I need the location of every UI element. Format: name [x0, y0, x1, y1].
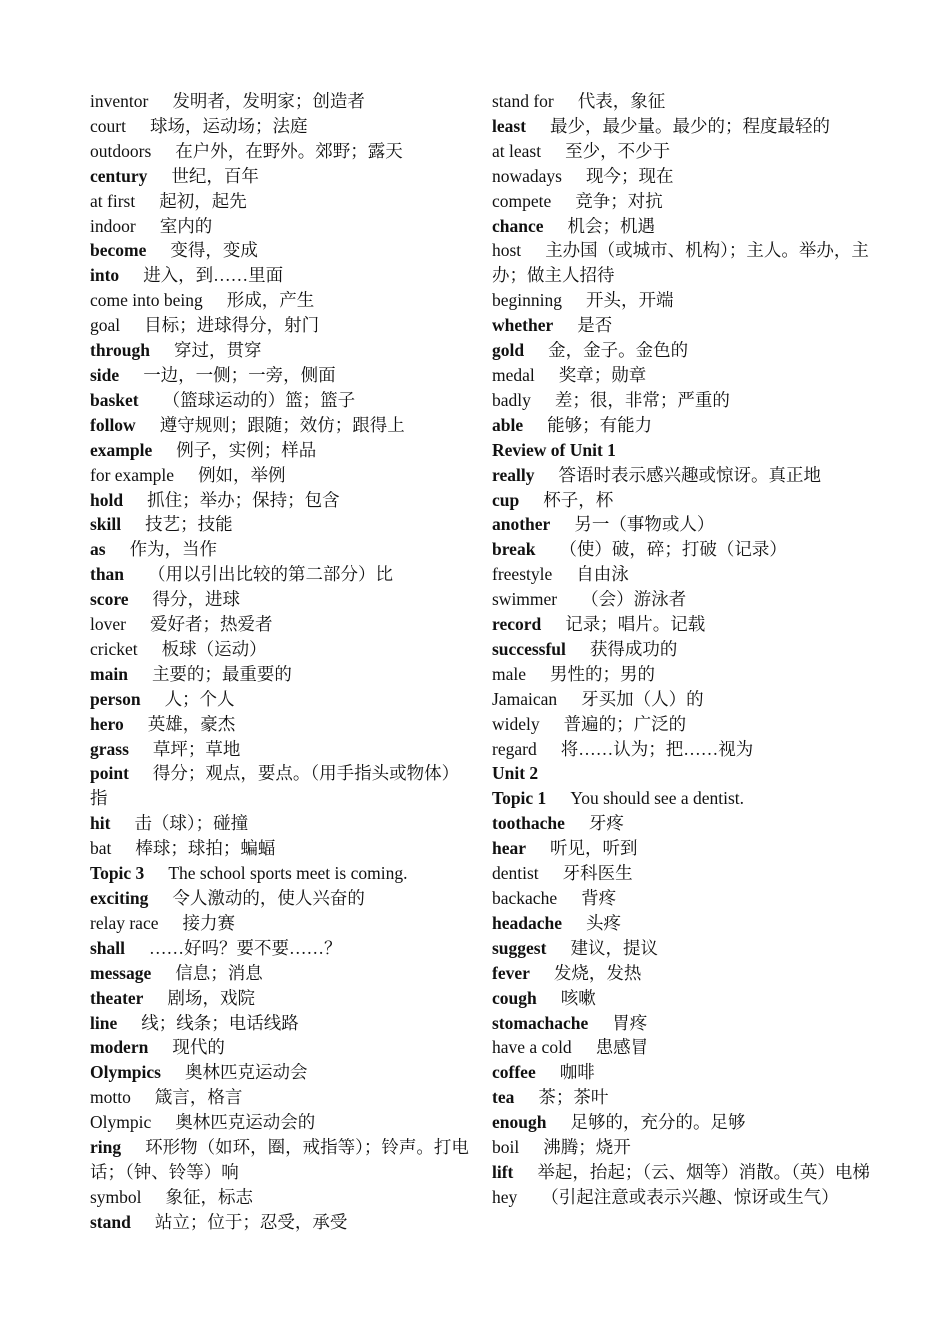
vocab-word: message: [90, 962, 152, 983]
vocab-entry: [90, 961, 470, 986]
vocab-entry: [492, 1085, 872, 1110]
vocab-entry: [90, 338, 470, 363]
vocab-word: ring: [90, 1137, 122, 1158]
vocab-word: through: [90, 340, 150, 361]
vocab-word: grass: [90, 738, 129, 759]
vocab-definition: 差；很，非常；严重的: [554, 389, 730, 410]
vocab-entry: [492, 413, 872, 438]
vocab-definition: 咖啡: [559, 1062, 595, 1083]
vocab-word: suggest: [492, 937, 547, 958]
vocab-definition: 线；线条；电话线路: [141, 1012, 299, 1033]
vocab-definition: （会）游泳者: [581, 589, 687, 610]
vocab-definition: 令人激动的，使人兴奋的: [172, 888, 365, 908]
vocab-entry: [492, 238, 872, 288]
vocab-word: into: [90, 265, 120, 286]
vocab-entry: [90, 712, 470, 737]
vocab-word: at least: [492, 140, 542, 161]
vocab-entry: [90, 637, 470, 662]
vocab-entry: [492, 288, 872, 313]
vocab-entry: [492, 537, 872, 562]
vocab-entry: [492, 388, 872, 413]
vocab-word: headache: [492, 912, 562, 933]
section-heading: [492, 761, 872, 786]
vocab-entry: [492, 936, 872, 961]
vocab-entry: [492, 986, 872, 1011]
vocab-definition: 站立；位于；忍受，承受: [154, 1211, 348, 1232]
vocab-word: as: [90, 539, 106, 560]
vocab-entry: [492, 861, 872, 886]
heading-title: The school sports meet is coming.: [168, 863, 408, 884]
vocab-definition: 记录；唱片。记载: [565, 614, 706, 635]
vocab-word: Olympic: [90, 1112, 152, 1133]
heading-title: You should see a dentist.: [570, 788, 745, 809]
vocab-entry: [492, 1185, 872, 1210]
vocab-word: hey: [492, 1186, 518, 1207]
vocab-definition: 室内的: [159, 215, 213, 236]
vocab-definition: 答语时表示感兴趣或惊讶。真正地: [558, 464, 821, 485]
vocab-definition: 棒球；球拍；蝙蝠: [135, 838, 276, 859]
vocab-definition: 至少，不少于: [565, 140, 671, 161]
vocab-word: stomachache: [492, 1012, 589, 1033]
vocab-definition: 牙买加（人）的: [581, 688, 704, 709]
vocab-word: side: [90, 364, 120, 385]
vocab-definition: 茶；茶叶: [538, 1087, 609, 1108]
vocab-word: stand: [90, 1211, 131, 1232]
vocab-word: Jamaican: [492, 688, 558, 709]
vocab-word: medal: [492, 364, 535, 385]
vocab-entry: [90, 737, 470, 762]
vocab-definition: 杯子，杯: [543, 489, 614, 510]
vocab-word: widely: [492, 713, 540, 734]
right-vocabulary-column: [492, 89, 872, 1210]
vocab-definition: 另一（事物或人）: [574, 514, 715, 535]
vocab-entry: [90, 986, 470, 1011]
vocab-word: cricket: [90, 638, 138, 659]
vocab-definition: 爱好者；热爱者: [149, 614, 273, 635]
vocab-word: nowadays: [492, 165, 562, 186]
vocab-definition: 信息；消息: [175, 962, 263, 983]
section-heading: [492, 786, 872, 811]
vocab-word: inventor: [90, 91, 149, 111]
vocab-word: coffee: [492, 1062, 536, 1083]
vocab-word: host: [492, 240, 522, 261]
vocab-word: hold: [90, 489, 124, 510]
vocab-word: toothache: [492, 813, 565, 834]
vocab-entry: [90, 139, 470, 164]
vocab-word: score: [90, 589, 129, 610]
vocab-word: really: [492, 464, 535, 485]
vocab-entry: [90, 363, 470, 388]
vocab-definition: 背疼: [581, 888, 617, 908]
vocab-word: enough: [492, 1112, 547, 1133]
vocab-word: badly: [492, 389, 531, 410]
vocab-word: hear: [492, 838, 527, 859]
vocab-entry: [492, 463, 872, 488]
vocab-word: cup: [492, 489, 520, 510]
vocab-word: exciting: [90, 888, 149, 908]
vocab-definition: 机会；机遇: [567, 215, 656, 236]
vocab-entry: [90, 1060, 470, 1085]
vocab-definition: 得分；观点，要点。（用手指头或物体）指: [90, 763, 460, 809]
vocab-entry: [90, 189, 470, 214]
vocab-definition: 竞争；对抗: [575, 190, 663, 211]
vocab-definition: 开头，开端: [586, 290, 674, 311]
vocab-definition: 一边，一侧；一旁，侧面: [143, 364, 336, 385]
vocab-entry: [492, 313, 872, 338]
vocab-entry: [492, 1160, 872, 1185]
vocab-word: line: [90, 1012, 118, 1033]
vocab-word: main: [90, 663, 128, 684]
vocab-definition: （使）破，碎；打破（记录）: [559, 539, 787, 560]
vocab-entry: [90, 313, 470, 338]
vocab-entry: [90, 886, 470, 911]
vocab-entry: [492, 886, 872, 911]
vocab-entry: [492, 811, 872, 836]
vocab-entry: [492, 114, 872, 139]
vocab-definition: 例如，举例: [198, 464, 286, 485]
vocab-entry: [90, 836, 470, 861]
section-heading: [492, 438, 872, 463]
vocab-word: for example: [90, 464, 175, 485]
vocab-definition: 奥林匹克运动会的: [175, 1112, 316, 1133]
vocab-word: symbol: [90, 1186, 142, 1207]
vocab-definition: 举起，抬起；（云、烟等）消散。（英）电梯: [537, 1161, 870, 1182]
vocab-entry: [90, 1110, 470, 1135]
vocab-entry: [492, 363, 872, 388]
vocab-entry: [90, 1210, 470, 1235]
vocab-definition: 建议，提议: [570, 937, 658, 958]
vocab-word: stand for: [492, 91, 554, 111]
vocab-definition: （用以引出比较的第二部分）比: [148, 564, 394, 585]
vocab-definition: 主办国（或城市、机构）；主人。举办，主办；做主人招待: [492, 240, 869, 286]
vocab-definition: 奖章；勋章: [558, 364, 647, 385]
vocab-word: boil: [492, 1137, 520, 1158]
vocab-word: indoor: [90, 215, 136, 236]
vocab-definition: 变得，变成: [170, 240, 258, 261]
heading-label: Unit 2: [492, 763, 539, 784]
left-vocabulary-column: [90, 89, 470, 1235]
vocab-definition: 将……认为；把……视为: [560, 738, 754, 759]
vocab-word: at first: [90, 190, 136, 211]
vocab-entry: [90, 1135, 470, 1185]
vocab-word: skill: [90, 514, 122, 535]
vocab-definition: 起初，起先: [159, 190, 247, 211]
vocab-word: goal: [90, 315, 121, 336]
vocab-word: swimmer: [492, 589, 558, 610]
vocab-word: century: [90, 165, 148, 186]
vocab-entry: [90, 537, 470, 562]
vocab-definition: 球场，运动场；法庭: [149, 115, 308, 136]
vocab-definition: 板球（运动）: [161, 638, 267, 659]
vocab-word: Olympics: [90, 1062, 161, 1083]
vocab-word: hero: [90, 713, 124, 734]
vocab-word: lover: [90, 614, 126, 635]
vocab-word: shall: [90, 937, 126, 958]
vocab-definition: 咳嗽: [560, 987, 596, 1008]
vocab-word: record: [492, 614, 542, 635]
vocab-word: backache: [492, 888, 558, 908]
vocab-definition: 抓住；举办；保持；包含: [147, 489, 340, 510]
vocab-entry: [90, 1185, 470, 1210]
vocab-entry: [492, 587, 872, 612]
vocab-word: come into being: [90, 290, 203, 311]
vocab-definition: 在户外，在野外。郊野；露天: [175, 140, 403, 161]
vocab-entry: [90, 761, 470, 811]
vocab-entry: [492, 961, 872, 986]
vocab-entry: [492, 1110, 872, 1135]
vocab-entry: [90, 911, 470, 936]
vocab-entry: [492, 1011, 872, 1036]
vocab-definition: （篮球运动的）篮；篮子: [162, 389, 356, 410]
vocab-entry: [492, 139, 872, 164]
vocab-entry: [90, 488, 470, 513]
vocab-entry: [90, 388, 470, 413]
vocab-word: cough: [492, 987, 537, 1008]
vocab-definition: 代表，象征: [577, 91, 666, 111]
vocab-word: motto: [90, 1087, 131, 1108]
vocab-word: person: [90, 688, 141, 709]
heading-label: Review of Unit 1: [492, 439, 616, 460]
vocab-definition: 得分，进球: [152, 589, 241, 610]
vocab-entry: [492, 338, 872, 363]
vocab-definition: 牙疼: [588, 813, 624, 834]
vocab-definition: 箴言，格言: [154, 1087, 243, 1108]
vocab-entry: [492, 637, 872, 662]
vocab-definition: 主要的；最重要的: [151, 663, 292, 684]
vocab-word: point: [90, 763, 129, 784]
vocab-definition: 自由泳: [576, 564, 629, 585]
vocab-word: beginning: [492, 290, 562, 311]
vocab-word: gold: [492, 340, 525, 361]
vocab-entry: [90, 1035, 470, 1060]
vocab-entry: [492, 89, 872, 114]
vocab-entry: [492, 836, 872, 861]
vocab-word: successful: [492, 638, 566, 659]
vocab-word: break: [492, 539, 536, 560]
vocab-word: than: [90, 564, 125, 585]
vocab-entry: [90, 164, 470, 189]
vocab-word: basket: [90, 389, 139, 410]
vocab-entry: [90, 662, 470, 687]
vocab-entry: [492, 1135, 872, 1160]
vocab-entry: [90, 288, 470, 313]
vocab-definition: 能够；有能力: [547, 414, 653, 435]
vocab-definition: 世纪，百年: [171, 165, 259, 186]
vocab-word: have a cold: [492, 1037, 572, 1058]
vocab-definition: 头疼: [586, 912, 621, 933]
vocab-entry: [492, 662, 872, 687]
vocab-entry: [492, 612, 872, 637]
vocab-entry: [90, 413, 470, 438]
vocab-entry: [90, 687, 470, 712]
vocab-entry: [492, 911, 872, 936]
heading-label: Topic 1: [492, 788, 547, 809]
vocab-definition: 发烧，发热: [553, 962, 642, 983]
vocab-word: another: [492, 514, 551, 535]
vocab-definition: 金，金子。金色的: [548, 340, 689, 361]
vocab-definition: 获得成功的: [589, 638, 678, 659]
vocab-definition: 现代的: [172, 1037, 225, 1058]
vocab-word: freestyle: [492, 564, 553, 585]
vocab-definition: 男性的；男的: [550, 663, 656, 684]
vocab-definition: 胃疼: [612, 1012, 648, 1033]
vocab-definition: ……好吗？要不要……？: [149, 937, 342, 958]
vocab-definition: 进入，到……里面: [143, 265, 284, 286]
vocab-entry: [90, 1085, 470, 1110]
vocab-definition: 象征，标志: [165, 1186, 254, 1207]
vocab-entry: [492, 712, 872, 737]
vocab-entry: [90, 562, 470, 587]
vocab-entry: [492, 189, 872, 214]
vocab-entry: [492, 1035, 872, 1060]
vocab-word: modern: [90, 1037, 149, 1058]
vocab-entry: [90, 811, 470, 836]
vocab-definition: 目标；进球得分，射门: [144, 315, 320, 336]
vocab-word: compete: [492, 190, 552, 211]
vocab-entry: [492, 1060, 872, 1085]
vocab-definition: 环形物（如环，圈，戒指等）；铃声。打电话；（钟、铃等）响: [90, 1137, 469, 1182]
section-heading: [90, 861, 470, 886]
vocab-entry: [90, 512, 470, 537]
vocab-word: bat: [90, 838, 112, 859]
vocab-definition: 遵守规则；跟随；效仿；跟得上: [159, 414, 405, 435]
vocab-word: become: [90, 240, 147, 261]
vocab-entry: [90, 89, 470, 114]
vocab-word: dentist: [492, 863, 539, 884]
vocab-word: able: [492, 414, 524, 435]
vocab-entry: [90, 463, 470, 488]
vocab-definition: 听见，听到: [550, 838, 638, 859]
vocab-definition: 草坪；草地: [152, 738, 241, 759]
vocab-definition: 奥林匹克运动会: [184, 1062, 308, 1083]
vocab-entry: [492, 488, 872, 513]
vocab-definition: （引起注意或表示兴趣、惊讶或生气）: [541, 1186, 839, 1207]
vocab-definition: 沸腾；烧开: [543, 1137, 631, 1158]
vocab-definition: 患感冒: [595, 1037, 649, 1058]
vocab-word: whether: [492, 315, 554, 336]
vocab-definition: 普遍的；广泛的: [563, 713, 687, 734]
vocab-entry: [492, 214, 872, 239]
vocab-word: outdoors: [90, 140, 152, 161]
vocab-word: follow: [90, 414, 136, 435]
vocab-definition: 技艺；技能: [145, 514, 233, 535]
vocab-definition: 作为，当作: [129, 539, 218, 560]
vocab-definition: 形成，产生: [226, 290, 315, 311]
vocab-word: regard: [492, 738, 537, 759]
heading-label: Topic 3: [90, 863, 145, 884]
vocab-definition: 足够的，充分的。足够: [570, 1112, 746, 1133]
vocab-definition: 剧场，戏院: [167, 987, 255, 1008]
vocab-entry: [492, 562, 872, 587]
vocab-entry: [492, 164, 872, 189]
vocab-entry: [492, 737, 872, 762]
vocab-word: tea: [492, 1087, 515, 1108]
vocab-definition: 牙科医生: [562, 863, 633, 884]
vocab-definition: 穿过，贯穿: [173, 340, 262, 361]
vocab-word: least: [492, 115, 527, 136]
vocab-definition: 现今；现在: [585, 165, 674, 186]
vocab-word: relay race: [90, 912, 159, 933]
vocab-definition: 人；个人: [164, 688, 235, 709]
vocab-entry: [90, 263, 470, 288]
vocab-entry: [90, 214, 470, 239]
vocab-definition: 发明者，发明家；创造者: [172, 91, 365, 111]
vocab-word: example: [90, 439, 153, 460]
vocab-definition: 最少，最少量。最少的；程度最轻的: [550, 115, 831, 136]
vocab-entry: [90, 238, 470, 263]
vocab-entry: [90, 438, 470, 463]
vocab-definition: 接力赛: [182, 912, 235, 933]
vocab-entry: [90, 587, 470, 612]
vocab-word: theater: [90, 987, 144, 1008]
vocab-entry: [90, 936, 470, 961]
vocab-word: male: [492, 663, 527, 684]
vocab-definition: 是否: [577, 315, 613, 336]
vocab-word: lift: [492, 1161, 514, 1182]
vocab-entry: [492, 512, 872, 537]
vocab-definition: 例子，实例；样品: [176, 439, 317, 460]
vocab-word: hit: [90, 813, 111, 834]
vocab-definition: 英雄，豪杰: [147, 713, 236, 734]
vocab-entry: [492, 687, 872, 712]
vocab-entry: [90, 612, 470, 637]
vocab-word: chance: [492, 215, 544, 236]
vocab-word: court: [90, 115, 126, 136]
vocab-word: fever: [492, 962, 530, 983]
vocab-entry: [90, 114, 470, 139]
vocab-definition: 击（球）；碰撞: [134, 813, 249, 834]
vocab-entry: [90, 1011, 470, 1036]
